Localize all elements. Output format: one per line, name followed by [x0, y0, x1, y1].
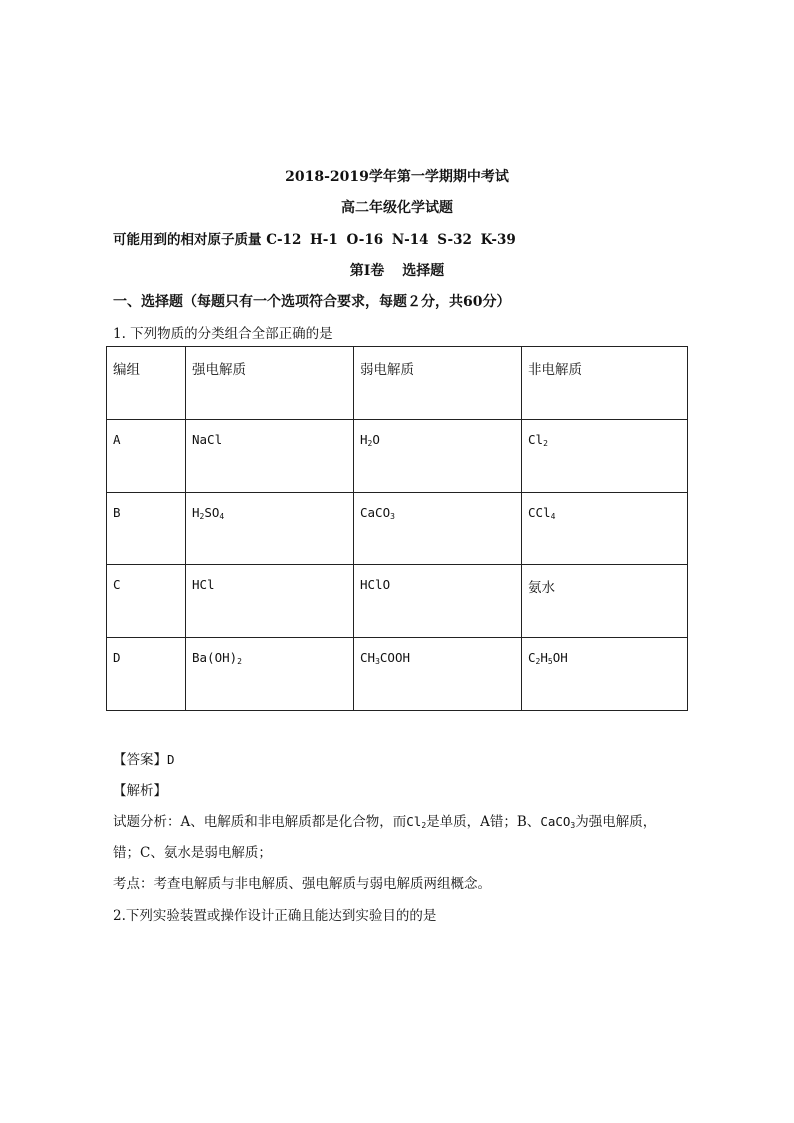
answer-value: D: [167, 752, 175, 767]
strong-electrolyte-cell: $Ba(OH)_2$: [186, 638, 354, 711]
non-electrolyte-cell: $Cl_2$: [522, 419, 688, 492]
key-point-line: 考点：考查电解质与非电解质、强电解质与弱电解质两组概念。: [113, 876, 491, 892]
weak-electrolyte-cell: CaCO$_3$: [354, 492, 522, 565]
group-cell: A: [107, 419, 186, 492]
formula-caco3: CaCO$_3$: [540, 814, 576, 830]
non-electrolyte-cell: CCl$_4$: [522, 492, 688, 565]
header-cell: 编组: [107, 347, 186, 420]
strong-electrolyte-cell: NaCl: [186, 419, 354, 492]
analysis-text: 是单质，A错；B、: [426, 814, 541, 830]
question-2-stem: 2.下列实验装置或操作设计正确且能达到实验目的的是: [113, 908, 437, 924]
atomic-mass-values: C-12 H-1 O-16 N-14 S-32 K-39: [266, 232, 516, 248]
answer-line: [113, 748, 175, 768]
exam-title: 2018-2019学年第一学期期中考试: [285, 169, 509, 185]
analysis-text: 为强电解质，: [575, 814, 657, 830]
strong-electrolyte-cell: HCl: [186, 565, 354, 638]
table-row: [107, 565, 688, 638]
header-cell: 强电解质: [186, 347, 354, 420]
table-header-row: [107, 347, 688, 420]
group-cell: B: [107, 492, 186, 565]
classification-table: [106, 346, 688, 711]
group-cell: C: [107, 565, 186, 638]
section-heading: 一、选择题（每题只有一个选项符合要求，每题２分，共60分）: [113, 294, 511, 310]
non-electrolyte-cell: 氨水: [522, 565, 688, 638]
weak-electrolyte-cell: HClO: [354, 565, 522, 638]
analysis-label: 【解析】: [113, 783, 167, 799]
analysis-line-2: 错；C、氨水是弱电解质；: [113, 845, 272, 861]
atomic-mass-line: [113, 228, 516, 248]
volume-label: 第Ⅰ卷: [349, 263, 385, 279]
analysis-text: 试题分析：A、电解质和非电解质都是化合物，而: [113, 814, 407, 830]
volume-heading: [0, 260, 794, 280]
question-1-stem: 1. 下列物质的分类组合全部正确的是: [113, 326, 333, 342]
table-row: [107, 419, 688, 492]
header-cell: 弱电解质: [354, 347, 522, 420]
non-electrolyte-cell: $C_2H_5OH$: [522, 638, 688, 711]
header-cell: 非电解质: [522, 347, 688, 420]
formula-cl2: $Cl_2$: [406, 814, 427, 830]
strong-electrolyte-cell: $H_2SO_4$: [186, 492, 354, 565]
exam-subtitle: 高二年级化学试题: [341, 200, 453, 216]
weak-electrolyte-cell: $H_2O$: [354, 419, 522, 492]
atomic-mass-label: 可能用到的相对原子质量: [113, 232, 262, 248]
volume-name: 选择题: [402, 263, 445, 279]
weak-electrolyte-cell: $CH_3COOH$: [354, 638, 522, 711]
table-row: [107, 492, 688, 565]
analysis-line-1: [113, 810, 656, 830]
answer-label: 【答案】: [113, 752, 167, 768]
table-row: [107, 638, 688, 711]
group-cell: D: [107, 638, 186, 711]
